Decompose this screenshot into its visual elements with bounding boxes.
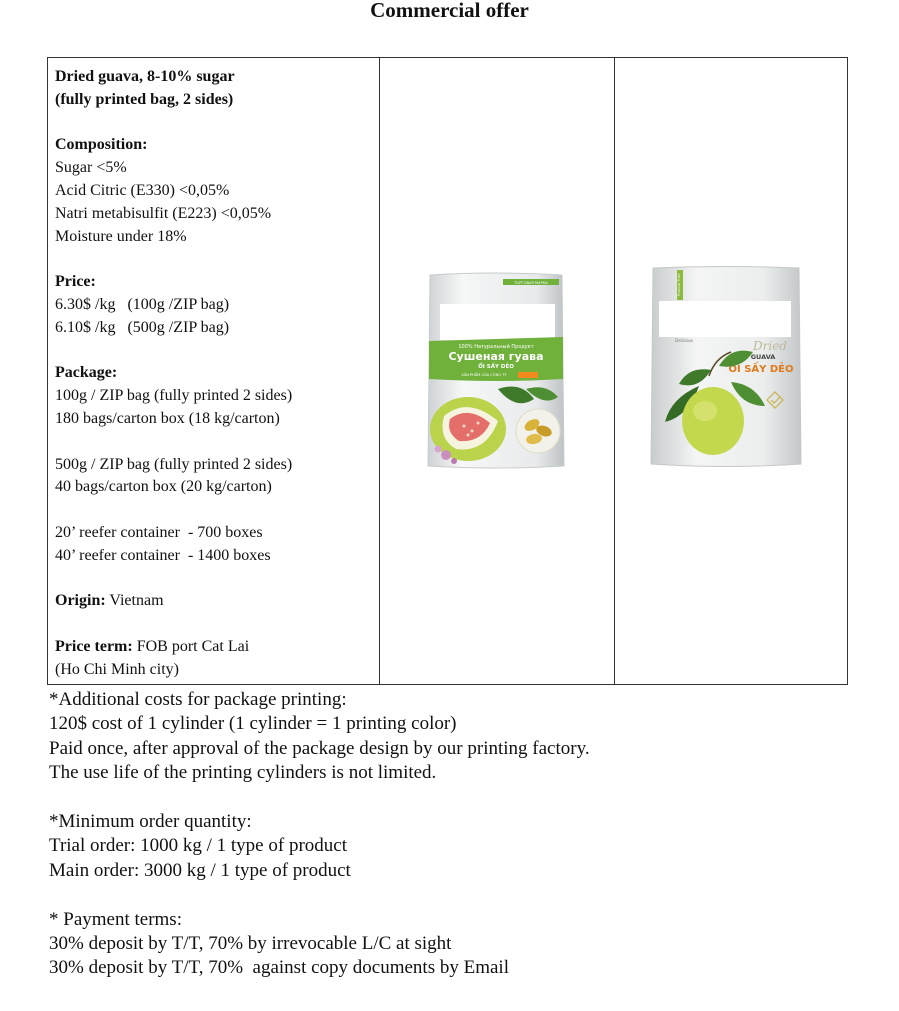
package-item: 500g / ZIP bag (fully printed 2 sides) — [55, 455, 293, 473]
price-item: 6.30$ /kg (100g /ZIP bag) — [55, 295, 230, 313]
guava-bag-white-image — [649, 266, 803, 471]
origin-line — [55, 590, 373, 613]
origin-label: Origin: — [55, 592, 106, 610]
composition-item: Natri metabisulfit (E223) <0,05% — [55, 204, 272, 222]
package-label: Package: — [55, 364, 118, 382]
package-item: 100g / ZIP bag (fully printed 2 sides) — [55, 387, 293, 405]
product-description-cell — [48, 58, 380, 685]
composition-item: Sugar <5% — [55, 159, 127, 177]
composition-item: Acid Citric (E330) <0,05% — [55, 181, 230, 199]
container-item: 40’ reefer container - 1400 boxes — [55, 546, 271, 564]
package-item: 40 bags/carton box (20 kg/carton) — [55, 478, 272, 496]
note-line: Trial order: 1000 kg / 1 type of product — [49, 835, 347, 857]
note-line: 120$ cost of 1 cylinder (1 cylinder = 1 printing color) — [49, 713, 457, 735]
additional-notes — [49, 688, 590, 981]
note-line: The use life of the printing cylinders is not limited. — [49, 762, 437, 784]
bag2-brand: Delicious — [675, 338, 694, 343]
bag1-top-strip-text: ТОРГОВАЯ МАРКА — [514, 281, 548, 285]
bag1-line3: ỔI SẤY DẺO — [478, 364, 514, 370]
note-line: 30% deposit by T/T, 70% by irrevocable L/C at sight — [49, 933, 452, 955]
composition-item: Moisture under 18% — [55, 227, 187, 245]
bag2-line1: GUAVA — [750, 353, 776, 361]
bag2-script: Dried — [753, 339, 787, 353]
price-label: Price: — [55, 273, 96, 291]
package-item: 180 bags/carton box (18 kg/carton) — [55, 409, 280, 427]
package-image-cell-2 — [615, 58, 848, 685]
note-line: Paid once, after approval of the package design by our printing factory. — [49, 737, 590, 759]
guava-bag-green-image — [426, 271, 566, 471]
note-line: * Payment terms: — [49, 908, 182, 930]
note-line: Main order: 3000 kg / 1 type of product — [49, 859, 351, 881]
price-term-label: Price term: — [55, 637, 133, 655]
bag1-line1: 100% Натуральный Продукт — [458, 344, 534, 350]
product-name-subtitle: (fully printed bag, 2 sides) — [55, 90, 234, 108]
price-item: 6.10$ /kg (500g /ZIP bag) — [55, 318, 230, 336]
price-term-city: (Ho Chi Minh city) — [55, 660, 179, 678]
bag1-line4: SẢN PHẨM CỦA CÔNG TY — [461, 373, 507, 377]
composition-label: Composition: — [55, 136, 148, 154]
offer-table — [47, 57, 848, 685]
price-term-value: FOB port Cat Lai — [132, 637, 250, 655]
container-item: 20’ reefer container - 700 boxes — [55, 523, 263, 541]
note-line: *Additional costs for package printing: — [49, 689, 347, 710]
product-name: Dried guava, 8-10% sugar — [55, 68, 235, 85]
origin-value: Vietnam — [105, 592, 164, 610]
price-term-line — [55, 636, 373, 659]
note-line: *Minimum order quantity: — [49, 811, 252, 833]
page-title: Commercial offer — [370, 0, 529, 22]
bag1-line2: Сушеная гуава — [448, 350, 544, 363]
package-image-cell-1 — [380, 58, 615, 685]
bag2-side-text: Tropical Fruit — [677, 273, 681, 297]
note-line: 30% deposit by T/T, 70% against copy documents by Email — [49, 957, 509, 979]
bag2-line2: ỔI SẤY DẺO — [728, 364, 794, 375]
